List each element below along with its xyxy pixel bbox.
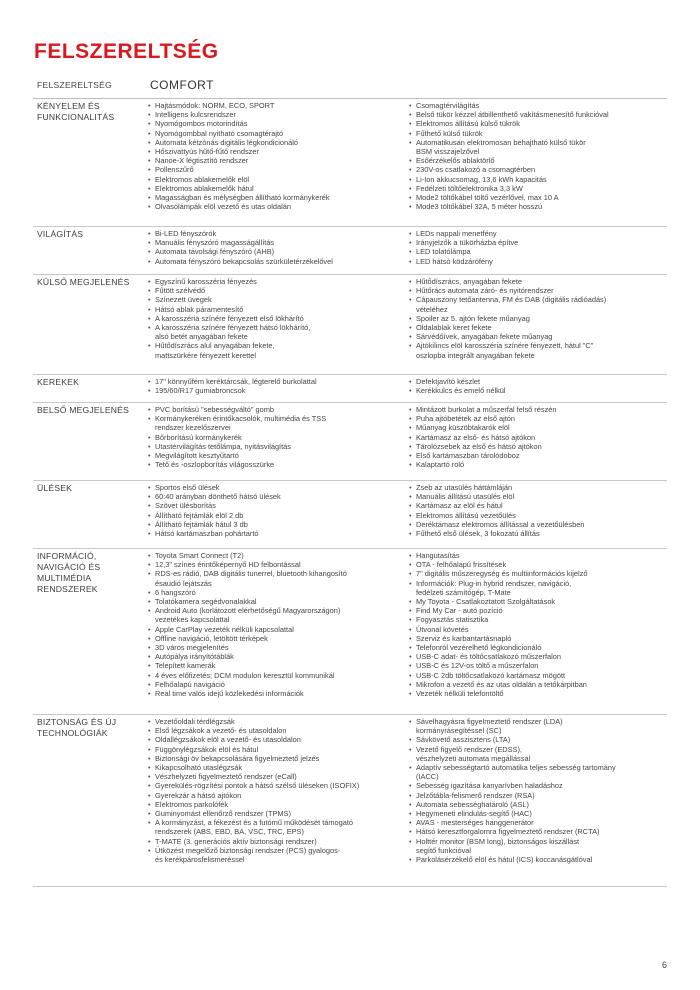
feature-item: • Automatikusan elektromosan behajtható külső tükör [408,138,670,147]
feature-item: • 6 hangszóró [147,588,409,597]
feature-item: • Nyomógombbal nyitható csomagtérajtó [147,129,409,138]
feature-item: • Megvilágított kesztyűtartó [147,451,409,460]
section-row [33,480,667,549]
feature-item: mattszürkére fényezett kerettel [155,350,257,360]
feature-item: • Hangutasítás [408,551,670,560]
feature-list-right [408,229,670,266]
feature-item: • Holttér monitor (BSM long), biztonságos kiszállást [408,837,670,846]
feature-item: • Telepített kamerák [147,661,409,670]
feature-item: • Vezetőoldali térdlégzsák [147,717,409,726]
feature-item: • Tető és -oszlopborítás világosszürke [147,460,409,469]
feature-item: • Mode3 töltőkábel 32A, 5 méter hosszú [408,202,670,211]
feature-item: ésaudió lejátszás [155,578,212,588]
feature-item: • Fűtött szélvédő [147,286,409,295]
feature-item: • Egyszínű karosszéria fényezés [147,277,409,286]
feature-item: • Intelligens kulcsrendszer [147,110,409,119]
feature-item: • Automata sebességhatároló (ASL) [408,800,670,809]
feature-list-left [147,717,409,864]
feature-item: • Mode2 töltőkábel töltő vezérlővel, max 10 A [408,193,670,202]
feature-item: • Fedélzeti töltőelektronika 3,3 kW [408,184,670,193]
feature-item: • Kartámasz az elöl és hátul [408,501,670,510]
feature-item: • Elektromos ablakemelők hátul [147,184,409,193]
feature-item: • Függönylégzsákok elöl és hátul [147,745,409,754]
feature-item: • Ütközést megelőző biztonsági rendszer (PCS) gyalogos- [147,846,409,855]
feature-item: • Első kartámaszban tárolódoboz [408,451,670,460]
feature-item: • Adaptív sebességtartó automatika teljes sebesség tartomány [408,763,670,772]
feature-item: • 17" könnyűfém keréktárcsák, légterelő burkolattal [147,377,409,386]
feature-item: • Bőrborítású kormánykerék [147,433,409,442]
feature-item: • Automata kétzónás digitális légkondicionáló [147,138,409,147]
feature-item: • Parkolásérzékelő elöl és hátul (ICS) koccanásgátlóval [408,855,670,864]
header-trim: COMFORT [150,78,214,92]
feature-item: • A kormányzást, a fékezést és a futómű működését támogató [147,818,409,827]
feature-list-right [408,551,670,698]
feature-item: • Hűtődíszrács alul anyagában fekete, [147,341,409,350]
feature-item: • USB-C és 12V-os töltő a műszerfalon [408,661,670,670]
section-label: VILÁGÍTÁS [37,229,84,239]
feature-item: • Hőszivattyús hűtő-fűtő rendszer [147,147,409,156]
feature-item: • Kikapcsolható utaslégzsák [147,763,409,772]
section-label: BELSŐ MEGJELENÉS [37,405,130,415]
feature-item: • Sávelhagyásra figyelmeztető rendszer (LDA) [408,717,670,726]
feature-item: • 230V-os csatlakozó a csomagtérben [408,165,670,174]
feature-item: • Elektromos parkolófék [147,800,409,809]
feature-item: • USB-C adat- és töltőcsatlakozó műszerfalon [408,652,670,661]
feature-item: • PVC borítású "sebességváltó" gomb [147,405,409,414]
feature-item: • Defektjavító készlet [408,377,670,386]
section-row [33,98,667,227]
feature-item: • Sárvédőívek, anyagában fekete műanyag [408,332,670,341]
feature-item: • A karosszéria színére fényezett hátsó lökhárító, [147,323,409,332]
feature-item: • Guminyomást ellenőrző rendszer (TPMS) [147,809,409,818]
feature-item: • OTA - felhőalapú frissítések [408,560,670,569]
feature-item: • 7" digitális műszeregység és multiinformációs kijelző [408,569,670,578]
feature-item: • Hátsó ablak páramentesítő [147,305,409,314]
feature-list-right [408,483,670,538]
feature-item: • Sávkövető asszisztens (LTA) [408,735,670,744]
feature-item: • Pollenszűrő [147,165,409,174]
feature-item: kormányrásegítéssel (SC) [416,726,502,736]
feature-item: • Állítható fejtámlák elöl 2 db [147,511,409,520]
feature-item: • Sebesség igazítása kanyarívben haladáshoz [408,781,670,790]
section-label: BIZTONSÁG ÉS ÚJ TECHNOLÓGIÁK [37,717,117,738]
feature-item: • Find My Car - autó pozíció [408,606,670,615]
feature-item: • Cápauszony tetőantenna, FM és DAB (digitális rádióadás) [408,295,670,304]
feature-item: • My Toyota - Csatlakoztatott Szolgáltatások [408,597,670,606]
feature-item: • Ajtókilincs elöl karosszéria színére fényezett, hátul "C" [408,341,670,350]
feature-item: • Hajtásmódok: NORM, ECO, SPORT [147,101,409,110]
feature-item: • Automata távolsági fényszóró (AHB) [147,247,409,256]
section-row [33,402,667,481]
feature-item: • Bi-LED fényszórók [147,229,409,238]
feature-item: • USB-C 2db töltőcsatlakozó kartámasz mögött [408,671,670,680]
feature-item: • Tolatókamera segédvonalakkal [147,597,409,606]
feature-item: • Tárolózsebek az első és hátsó ajtókon [408,442,670,451]
header-category: FELSZERELTSÉG [37,80,113,90]
feature-item: • Hűtődíszrács, anyagában fekete [408,277,670,286]
page-number: 6 [661,960,667,970]
feature-item: • Állítható fejtámlák hátul 3 db [147,520,409,529]
feature-item: • Li-Ion akkucsomag, 13,6 kWh kapacitás [408,175,670,184]
feature-item: • LEDs nappali menetfény [408,229,670,238]
feature-item: • Fűthető első ülések, 3 fokozatú állítás [408,529,670,538]
feature-item: • Fogyasztás statisztika [408,615,670,624]
feature-item: • Telefonról vezérelhető légkondicionáló [408,643,670,652]
feature-list-left [147,405,409,469]
feature-item: • Vezeték nélküli telefontöltő [408,689,670,698]
feature-item: oszlopba integrált anyagában fekete [416,350,535,360]
feature-item: • Szerviz és karbantartásnapló [408,634,670,643]
feature-item: • Apple CarPlay vezeték nélküli kapcsolattal [147,625,409,634]
feature-item: • Biztonsági öv bekapcsolására figyelmeztető jelzés [147,754,409,763]
feature-item: rendszer kezelőszervei [155,423,231,433]
feature-list-left [147,483,409,538]
feature-item: • 60:40 arányban dönthető hátsó ülések [147,492,409,501]
feature-list-left [147,229,409,266]
feature-item: segítő funkcióval [416,845,472,855]
section-row [33,274,667,375]
feature-item: • Deréktámasz elektromos állítással a vezetőülésben [408,520,670,529]
feature-item: vészhelyzeti automata megállással [416,753,531,763]
feature-list-right [408,277,670,360]
feature-item: • Kalaptartó roló [408,460,670,469]
section-label: INFORMÁCIÓ, NAVIGÁCIÓ ÉS MULTIMÉDIA RENDSZEREK [37,551,101,594]
feature-item: • Jelzőtábla-felismerő rendszer (RSA) [408,791,670,800]
feature-item: • Hátsó keresztforgalomra figyelmeztető rendszer (RCTA) [408,827,670,836]
feature-item: • Vezető figyelő rendszer (EDSS), [408,745,670,754]
feature-item: • Műanyag küszöbtakarók elöl [408,423,670,432]
feature-item: vételéhez [416,304,448,314]
feature-item: • AVAS - mesterséges hanggenerátor [408,818,670,827]
feature-list-left [147,551,409,698]
feature-item: • Nanoe-X légtisztító rendszer [147,156,409,165]
table-header [33,74,667,99]
section-label: KÉNYELEM ÉS FUNKCIONALITÁS [37,101,115,122]
feature-list-right [408,377,670,395]
feature-item: • Offline navigáció, letöltött térképek [147,634,409,643]
feature-item: • Kartámasz az első- és hátsó ajtókon [408,433,670,442]
feature-list-left [147,377,409,395]
section-row [33,714,667,887]
feature-item: • Kerékkulcs és emelő nélkül [408,386,670,395]
feature-item: fedélzeti számítógép, T-Mate [416,587,511,597]
feature-item: • Hátsó kartámaszban pohártartó [147,529,409,538]
feature-item: • Toyota Smart Connect (T2) [147,551,409,560]
feature-item: • Nyomógombos motorindítás [147,119,409,128]
feature-item: • Utastérvilágítás tetőlámpa, nyitásvilágítás [147,442,409,451]
feature-item: • Mikrofon a vezető és az utas oldalán a tetőkárpitban [408,680,670,689]
feature-item: • Irányjelzők a tükörházba építve [408,238,670,247]
feature-item: • Belső tükör kézzel átbillenthető vakításmenesítő funkcióval [408,110,670,119]
feature-item: • Hegymeneti elindulás-segítő (HAC) [408,809,670,818]
section-row [33,548,667,715]
feature-item: • Magasságban és mélységben állítható kormánykerék [147,193,409,202]
feature-item: és kerékpárosfelismeréssel [155,855,245,865]
feature-item: • Manuális állítású utasülés elöl [408,492,670,501]
feature-list-right [408,405,670,469]
feature-list-left [147,277,409,360]
feature-item: • Felhőalapú navigáció [147,680,409,689]
feature-item: • Hűtőrács automata záró- és nyitórendszer [408,286,670,295]
feature-item: • Esőérzékelős ablaktörlő [408,156,670,165]
section-label: KÜLSŐ MEGJELENÉS [37,277,130,287]
feature-item: • 12,3" színes érintőképernyő HD felbontással [147,560,409,569]
feature-item: • Vészhelyzeti figyelmeztető rendszer (eCall) [147,772,409,781]
feature-item: • Gyerekülés-rögzítési pontok a hátsó szélső üléseken (ISOFIX) [147,781,409,790]
feature-item: • 4 éves előfizetés; DCM modulon keresztül kommunikál [147,671,409,680]
feature-item: • Első légzsákok a vezető- és utasoldalon [147,726,409,735]
feature-item: • Automata fényszóró bekapcsolás szürkületérzékelővel [147,257,409,266]
feature-item: rendszerek (ABS, EBD, BA, VSC, TRC, EPS) [155,827,304,837]
feature-item: • Csomagtérvilágítás [408,101,670,110]
feature-item: • Szövet ülésborítás [147,501,409,510]
feature-item: • Információk: Plug-in hybrid rendszer, navigáció, [408,579,670,588]
feature-item: (IACC) [416,772,439,782]
feature-item: • Android Auto (korlátozott elérhetőségű Magyarországon) [147,606,409,615]
feature-item: • A karosszéria színére fényezett első lökhárító [147,314,409,323]
feature-item: • Színezett üvegek [147,295,409,304]
feature-item: BSM visszajelzővel [416,147,480,157]
feature-item: • Real time valós idejű közlekedési információk [147,689,409,698]
feature-item: • 3D város megjelenítés [147,643,409,652]
section-row [33,374,667,403]
feature-item: • LED hátsó ködzárófény [408,257,670,266]
feature-item: • Elektromos állítású vezetőülés [408,511,670,520]
feature-item: vezetékes kapcsolattal [155,615,230,625]
page-title: FELSZERELTSÉG [34,40,219,63]
feature-item: • T-MATE (3. generációs aktív biztonsági rendszer) [147,837,409,846]
feature-item: • Autópálya irányítótáblák [147,652,409,661]
feature-item: • Gyerekzár a hátsó ajtókon [147,791,409,800]
feature-item: • RDS-es rádió, DAB digitális tunerrel, bluetooth kihangosító [147,569,409,578]
feature-item: • Elektromos ablakemelők elöl [147,175,409,184]
feature-list-right [408,717,670,864]
section-label: KEREKEK [37,377,79,387]
feature-item: • Olvasólámpák elöl vezető és utas oldalán [147,202,409,211]
feature-item: • Fűthető külső tükrök [408,129,670,138]
feature-item: • Útvonal követés [408,625,670,634]
feature-list-left [147,101,409,211]
feature-item: • Spoiler az 5. ajtón fekete műanyag [408,314,670,323]
feature-item: • Zseb az utasülés háttámláján [408,483,670,492]
feature-item: • Elektromos állítású külső tükrök [408,119,670,128]
feature-item: alsó betét anyagában fekete [155,332,248,342]
feature-item: • Mintázott burkolat a műszerfal felső részén [408,405,670,414]
feature-item: • Oldallégzsákok elöl a vezető- és utasoldalon [147,735,409,744]
feature-item: • 195/60/R17 gumiabroncsok [147,386,409,395]
feature-item: • Puha ajtóbetétek az első ajtón [408,414,670,423]
feature-item: • Manuális fényszóró magasságállítás [147,238,409,247]
feature-list-right [408,101,670,211]
section-row [33,226,667,275]
feature-item: • Kormánykeréken érintőkacsolók, multimédia és TSS [147,414,409,423]
feature-item: • LED tolatólámpa [408,247,670,256]
section-label: ÜLÉSEK [37,483,73,493]
feature-item: • Sportos első ülések [147,483,409,492]
feature-item: • Oldalablak keret fekete [408,323,670,332]
